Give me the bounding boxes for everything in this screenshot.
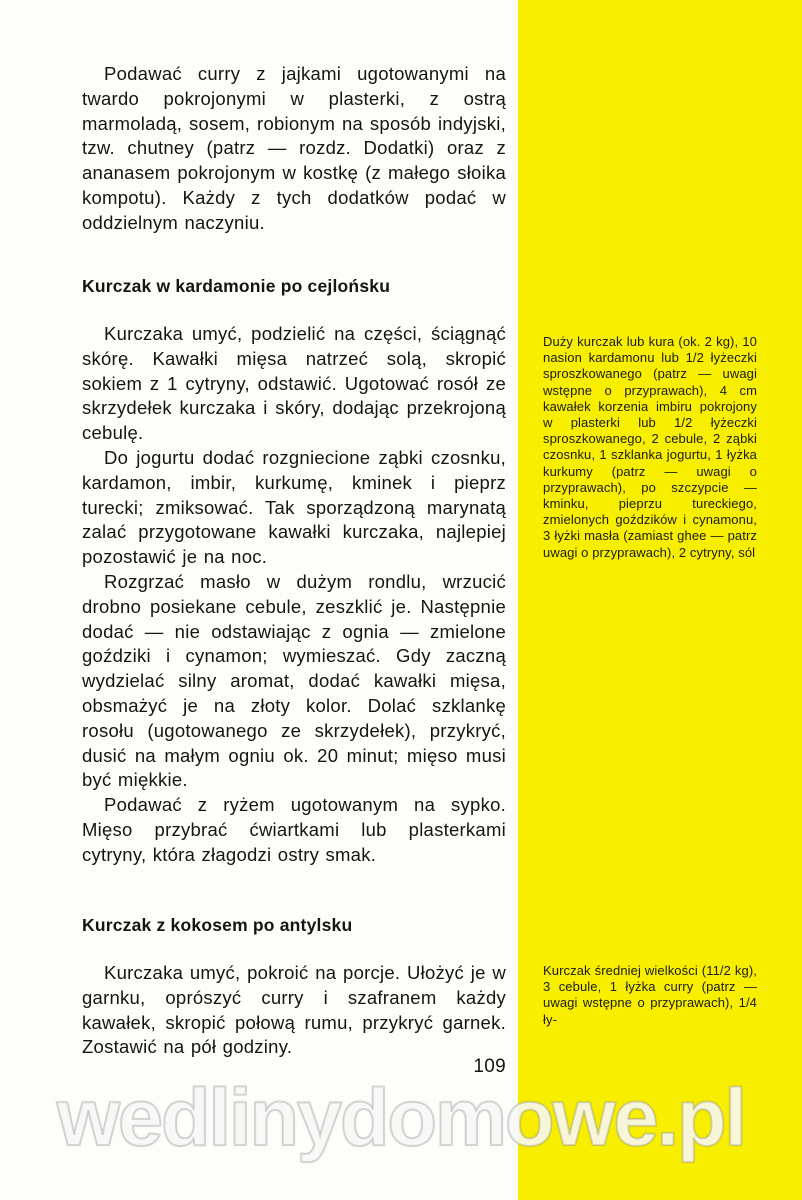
page-number: 109 [473, 1056, 506, 1077]
recipe-kardamon-text [82, 322, 506, 868]
intro-paragraph-block [82, 62, 506, 236]
recipe-kokos-text [82, 961, 506, 1060]
heading-text: Kurczak z kokosem po antylsku [82, 915, 353, 935]
paragraph: Do jogurtu dodać rozgniecione ząbki czosnku, kardamon, imbir, kurkumę, kminek i pieprz turecki; zmiksować. Tak sporządzoną marynatą zalać przygotowane kawałki kurczaka, najlepiej pozostawić je na noc. [82, 446, 506, 568]
paragraph: Podawać z ryżem ugotowanym na sypko. Mięso przybrać ćwiartkami lub plasterkami cytryny, która złagodzi ostry smak. [82, 794, 506, 865]
watermark-text: wedlinydomowe.pl [56, 1073, 746, 1163]
paragraph: Kurczaka umyć, pokroić na porcje. Ułożyć je w garnku, oprószyć curry i szafranem każdy kawałek, skropić połową rumu, przykryć garnek. Zostawić na pół godziny. [82, 962, 506, 1058]
section-heading-kardamon [82, 276, 506, 297]
heading-text: Kurczak w kardamonie po cejlońsku [82, 276, 391, 296]
paragraph: Kurczaka umyć, podzielić na części, ściągnąć skórę. Kawałki mięsa natrzeć solą, skropić sokiem z 1 cytryny, odstawić. Ugotować rosół ze skrzydełek kurczaka i skóry, dodając przekrojoną cebulę. [82, 323, 506, 444]
paragraph: Podawać curry z jajkami ugotowanymi na twardo pokrojonymi w plasterki, z ostrą marmoladą, sosem, robionym na sposób indyjski, tzw. chutney (patrz — rozdz. Dodatki) oraz z ananasem pokrojonym w kostkę (z małego słoika kompotu). Każdy z tych dodatków podać w oddzielnym naczyniu. [82, 63, 506, 233]
paragraph: Rozgrzać masło w dużym rondlu, wrzucić drobno posiekane cebule, zeszklić je. Następnie dodać — nie odstawiając z ognia — zmielone goździki i cynamon; wymieszać. Gdy zaczną wydzielać silny aromat, dodać kawałki mięsa, obsmażyć je na złoty kolor. Dolać szklankę rosołu (ugotowanego ze skrzydełek), przykryć, dusić na małym ogniu ok. 20 minut; mięso musi być miękkie. [82, 570, 506, 791]
section-heading-kokos [82, 915, 506, 936]
ingredients-note-kokos: Kurczak średniej wielkości (11/2 kg), 3 cebule, 1 łyżka curry (patrz — uwagi wstępne o przyprawach), 1/4 ły- [543, 963, 757, 1027]
ingredients-note-kardamon: Duży kurczak lub kura (ok. 2 kg), 10 nasion kardamonu lub 1/2 łyżeczki sproszkowanego (patrz — uwagi wstępne o przyprawach), 4 cm kawałek korzenia imbiru pokrojony w plasterki lub 1/2 łyżeczki sproszkowanego, 2 cebule, 2 ząbki czosnku, 1 szklanka jogurtu, 1 łyżka kurkumy (patrz — uwagi o przyprawach), po szczypcie — kminku, pieprzu tureckiego, zmielonych goździków i cynamonu, 3 łyżki masła (zamiast ghee — patrz uwagi o przyprawach), 2 cytryny, sól [543, 334, 757, 560]
